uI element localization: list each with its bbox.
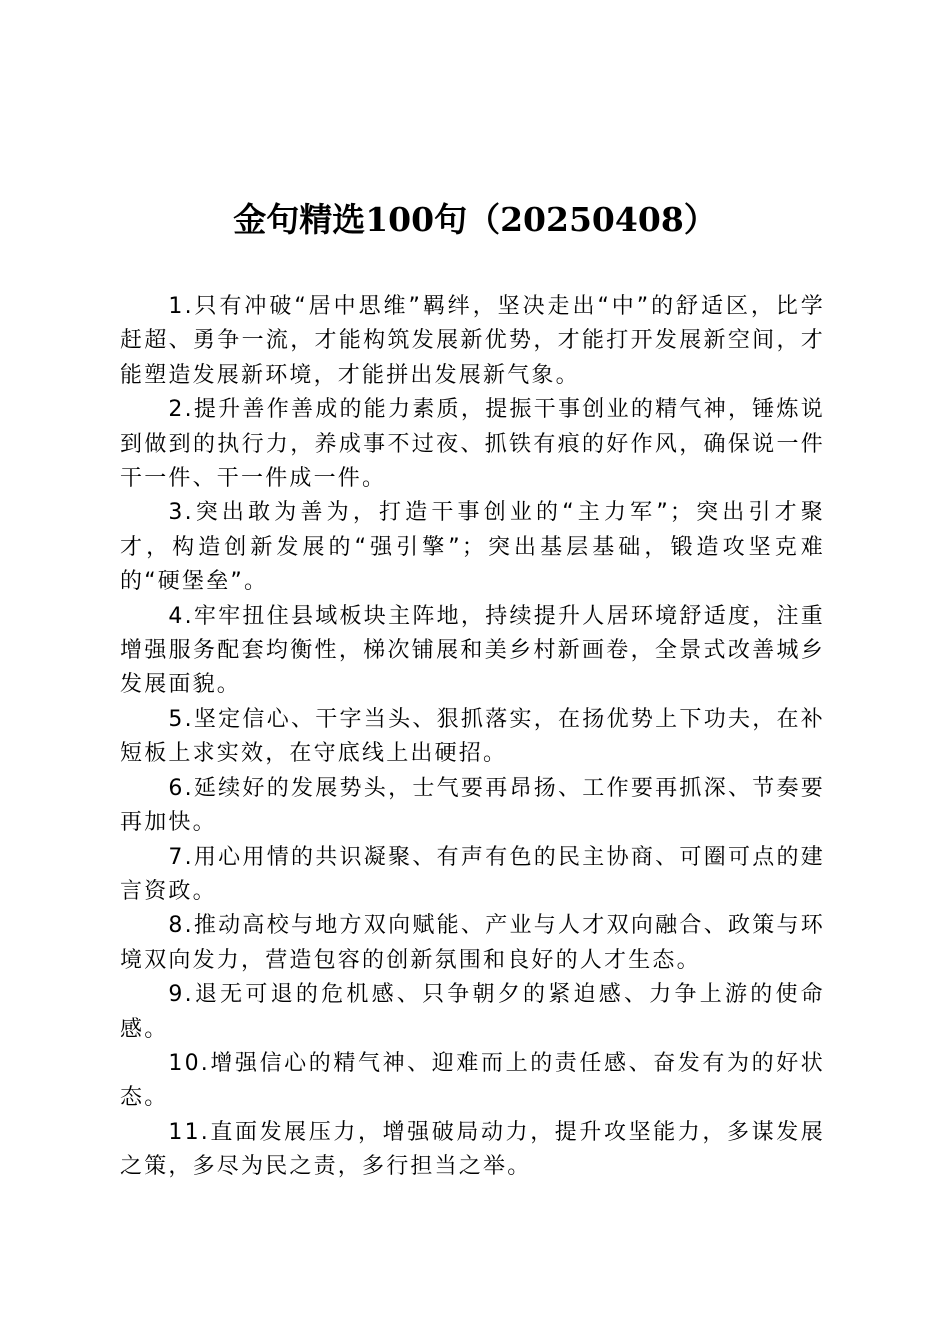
paragraph-9: 9.退无可退的危机感、只争朝夕的紧迫感、力争上游的使命感。: [120, 982, 825, 1042]
paragraph-1: 1.只有冲破“居中思维”羁绊，坚决走出“中”的舒适区，比学赶超、勇争一流，才能构筑发展新优势，才能打开发展新空间，才能塑造发展新环境，才能拼出发展新气象。: [120, 294, 825, 388]
paragraph-11: 11.直面发展压力，增强破局动力，提升攻坚能力，多谋发展之策，多尽为民之责，多行担当之举。: [120, 1119, 825, 1180]
paragraph-6: 6.延续好的发展势头，士气要再昂扬、工作要再抓深、节奏要再加快。: [120, 775, 825, 836]
paragraph-8: 8.推动高校与地方双向赋能、产业与人才双向融合、政策与环境双向发力，营造包容的创新氛围和良好的人才生态。: [120, 913, 825, 973]
document-title: 金句精选100句（20250408）: [233, 200, 717, 239]
paragraph-2: 2.提升善作善成的能力素质，提振干事创业的精气神，锤炼说到做到的执行力，养成事不过夜、抓铁有痕的好作风，确保说一件干一件、干一件成一件。: [120, 397, 825, 492]
paragraph-7: 7.用心用情的共识凝聚、有声有色的民主协商、可圈可点的建言资政。: [120, 844, 825, 904]
paragraph-5: 5.坚定信心、干字当头、狠抓落实，在扬优势上下功夫，在补短板上求实效，在守底线上出硬招。: [120, 706, 825, 767]
document-body: [120, 290, 825, 1185]
paragraph-3: 3.突出敢为善为，打造干事创业的“主力军”；突出引才聚才，构造创新发展的“强引擎”；突出基层基础，锻造攻坚克难的“硬堡垒”。: [120, 500, 825, 595]
paragraph-10: 10.增强信心的精气神、迎难而上的责任感、奋发有为的好状态。: [120, 1050, 825, 1111]
paragraph-4: 4.牢牢扭住县域板块主阵地，持续提升人居环境舒适度，注重增强服务配套均衡性，梯次铺展和美乡村新画卷，全景式改善城乡发展面貌。: [120, 603, 825, 698]
